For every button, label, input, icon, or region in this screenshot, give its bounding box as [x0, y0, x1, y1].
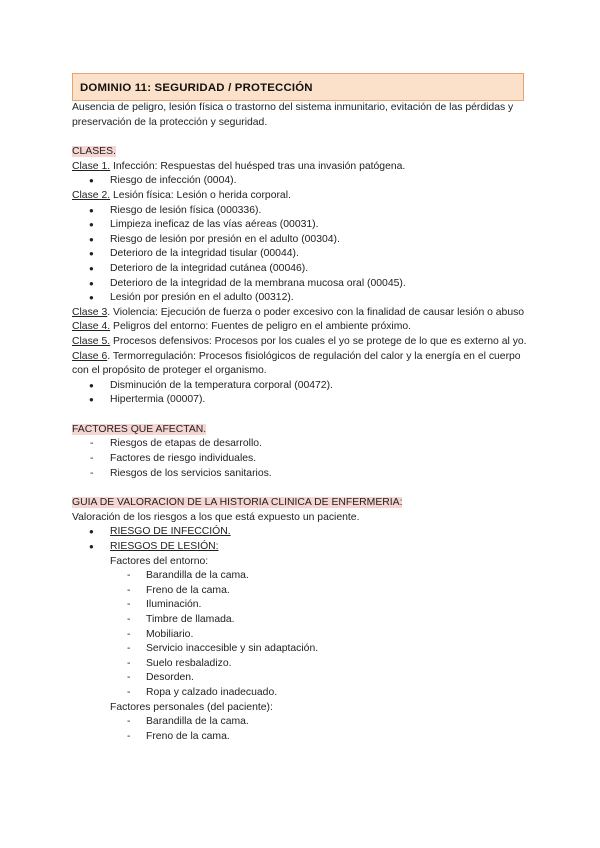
- list-item: ● Deterioro de la integridad tisular (00044).: [72, 247, 532, 262]
- list-item: ● Lesión por presión en el adulto (00312).: [72, 291, 532, 306]
- list-item: - Timbre de llamada.: [72, 613, 532, 628]
- clase-6-label: Clase 6: [72, 350, 108, 362]
- clase-1-list: [72, 174, 532, 189]
- clase-5: Clase 5. Procesos defensivos: Procesos por los cuales el yo se protege de lo que es externo al yo.: [72, 335, 527, 347]
- list-item: ● Deterioro de la integridad de la membrana mucosa oral (00045).: [72, 277, 532, 292]
- clase-1-label: Clase 1.: [72, 160, 111, 172]
- clase-5-label: Clase 5.: [72, 335, 111, 347]
- clase-4-label: Clase 4.: [72, 321, 111, 333]
- list-item: - Factores de riesgo individuales.: [72, 452, 532, 467]
- clase-6: Clase 6. Termorregulación: Procesos fisiológicos de regulación del calor y la energía en el cuerpo con el propósito de proteger el organismo.: [72, 350, 521, 377]
- clase-2-list: [72, 204, 532, 306]
- entorno-label: Factores del entorno:: [110, 555, 209, 567]
- list-item: - Ropa y calzado inadecuado.: [72, 686, 532, 701]
- list-item: ● Riesgo de infección (0004).: [72, 174, 532, 189]
- factores-heading: FACTORES QUE AFECTAN.: [72, 423, 207, 435]
- clase-3-label: Clase 3: [72, 306, 108, 318]
- clase-4: Clase 4. Peligros del entorno: Fuentes de peligro en el ambiente próximo.: [72, 321, 412, 333]
- list-item: - Freno de la cama.: [72, 730, 532, 745]
- list-item: - Freno de la cama.: [72, 584, 532, 599]
- clase-1: Clase 1. Infección: Respuestas del huésped tras una invasión patógena.: [72, 160, 406, 172]
- intro-paragraph: Ausencia de peligro, lesión física o trastorno del sistema inmunitario, evitación de las pérdidas y preservación de la protección y seguridad.: [72, 102, 514, 128]
- clase-6-list: [72, 379, 532, 408]
- list-item: - Iluminación.: [72, 598, 532, 613]
- riesgo-infeccion-item: ● RIESGO DE INFECCIÓN.: [72, 525, 532, 540]
- list-item: - Servicio inaccesible y sin adaptación.: [72, 642, 532, 657]
- clase-3: Clase 3. Violencia: Ejecución de fuerza o poder excesivo con la finalidad de causar lesión o abuso: [72, 306, 525, 318]
- clase-2-label: Clase 2.: [72, 189, 111, 201]
- factores-list: [72, 437, 532, 481]
- clases-heading: CLASES.: [72, 146, 116, 158]
- list-item: ● Deterioro de la integridad cutánea (00046).: [72, 262, 532, 277]
- entorno-list: [72, 569, 532, 700]
- list-item: ● Disminución de la temperatura corporal (00472).: [72, 379, 532, 394]
- list-item: ● Riesgo de lesión física (000336).: [72, 204, 532, 219]
- guia-intro: Valoración de los riesgos a los que está expuesto un paciente.: [72, 511, 360, 523]
- guia-heading: GUIA DE VALORACION DE LA HISTORIA CLINICA DE ENFERMERIA:: [72, 497, 403, 509]
- list-item: - Suelo resbaladizo.: [72, 657, 532, 672]
- list-item: ● Limpieza ineficaz de las vías aéreas (00031).: [72, 218, 532, 233]
- personales-list: [72, 715, 532, 744]
- list-item: - Mobiliario.: [72, 628, 532, 643]
- clase-2: Clase 2. Lesión física: Lesión o herida corporal.: [72, 189, 291, 201]
- riesgos-lesion-item: ● RIESGOS DE LESIÓN:: [72, 540, 532, 555]
- guia-list: [72, 525, 532, 554]
- list-item: - Riesgos de los servicios sanitarios.: [72, 467, 532, 482]
- list-item: - Barandilla de la cama.: [72, 569, 532, 584]
- list-item: - Riesgos de etapas de desarrollo.: [72, 437, 532, 452]
- list-item: - Barandilla de la cama.: [72, 715, 532, 730]
- personales-label: Factores personales (del paciente):: [110, 701, 273, 713]
- document-body: [72, 101, 532, 744]
- domain-title-box: [72, 73, 524, 101]
- domain-title: DOMINIO 11: SEGURIDAD / PROTECCIÓN: [80, 82, 313, 94]
- list-item: ● Hipertermia (00007).: [72, 393, 532, 408]
- list-item: ● Riesgo de lesión por presión en el adulto (00304).: [72, 233, 532, 248]
- list-item: - Desorden.: [72, 671, 532, 686]
